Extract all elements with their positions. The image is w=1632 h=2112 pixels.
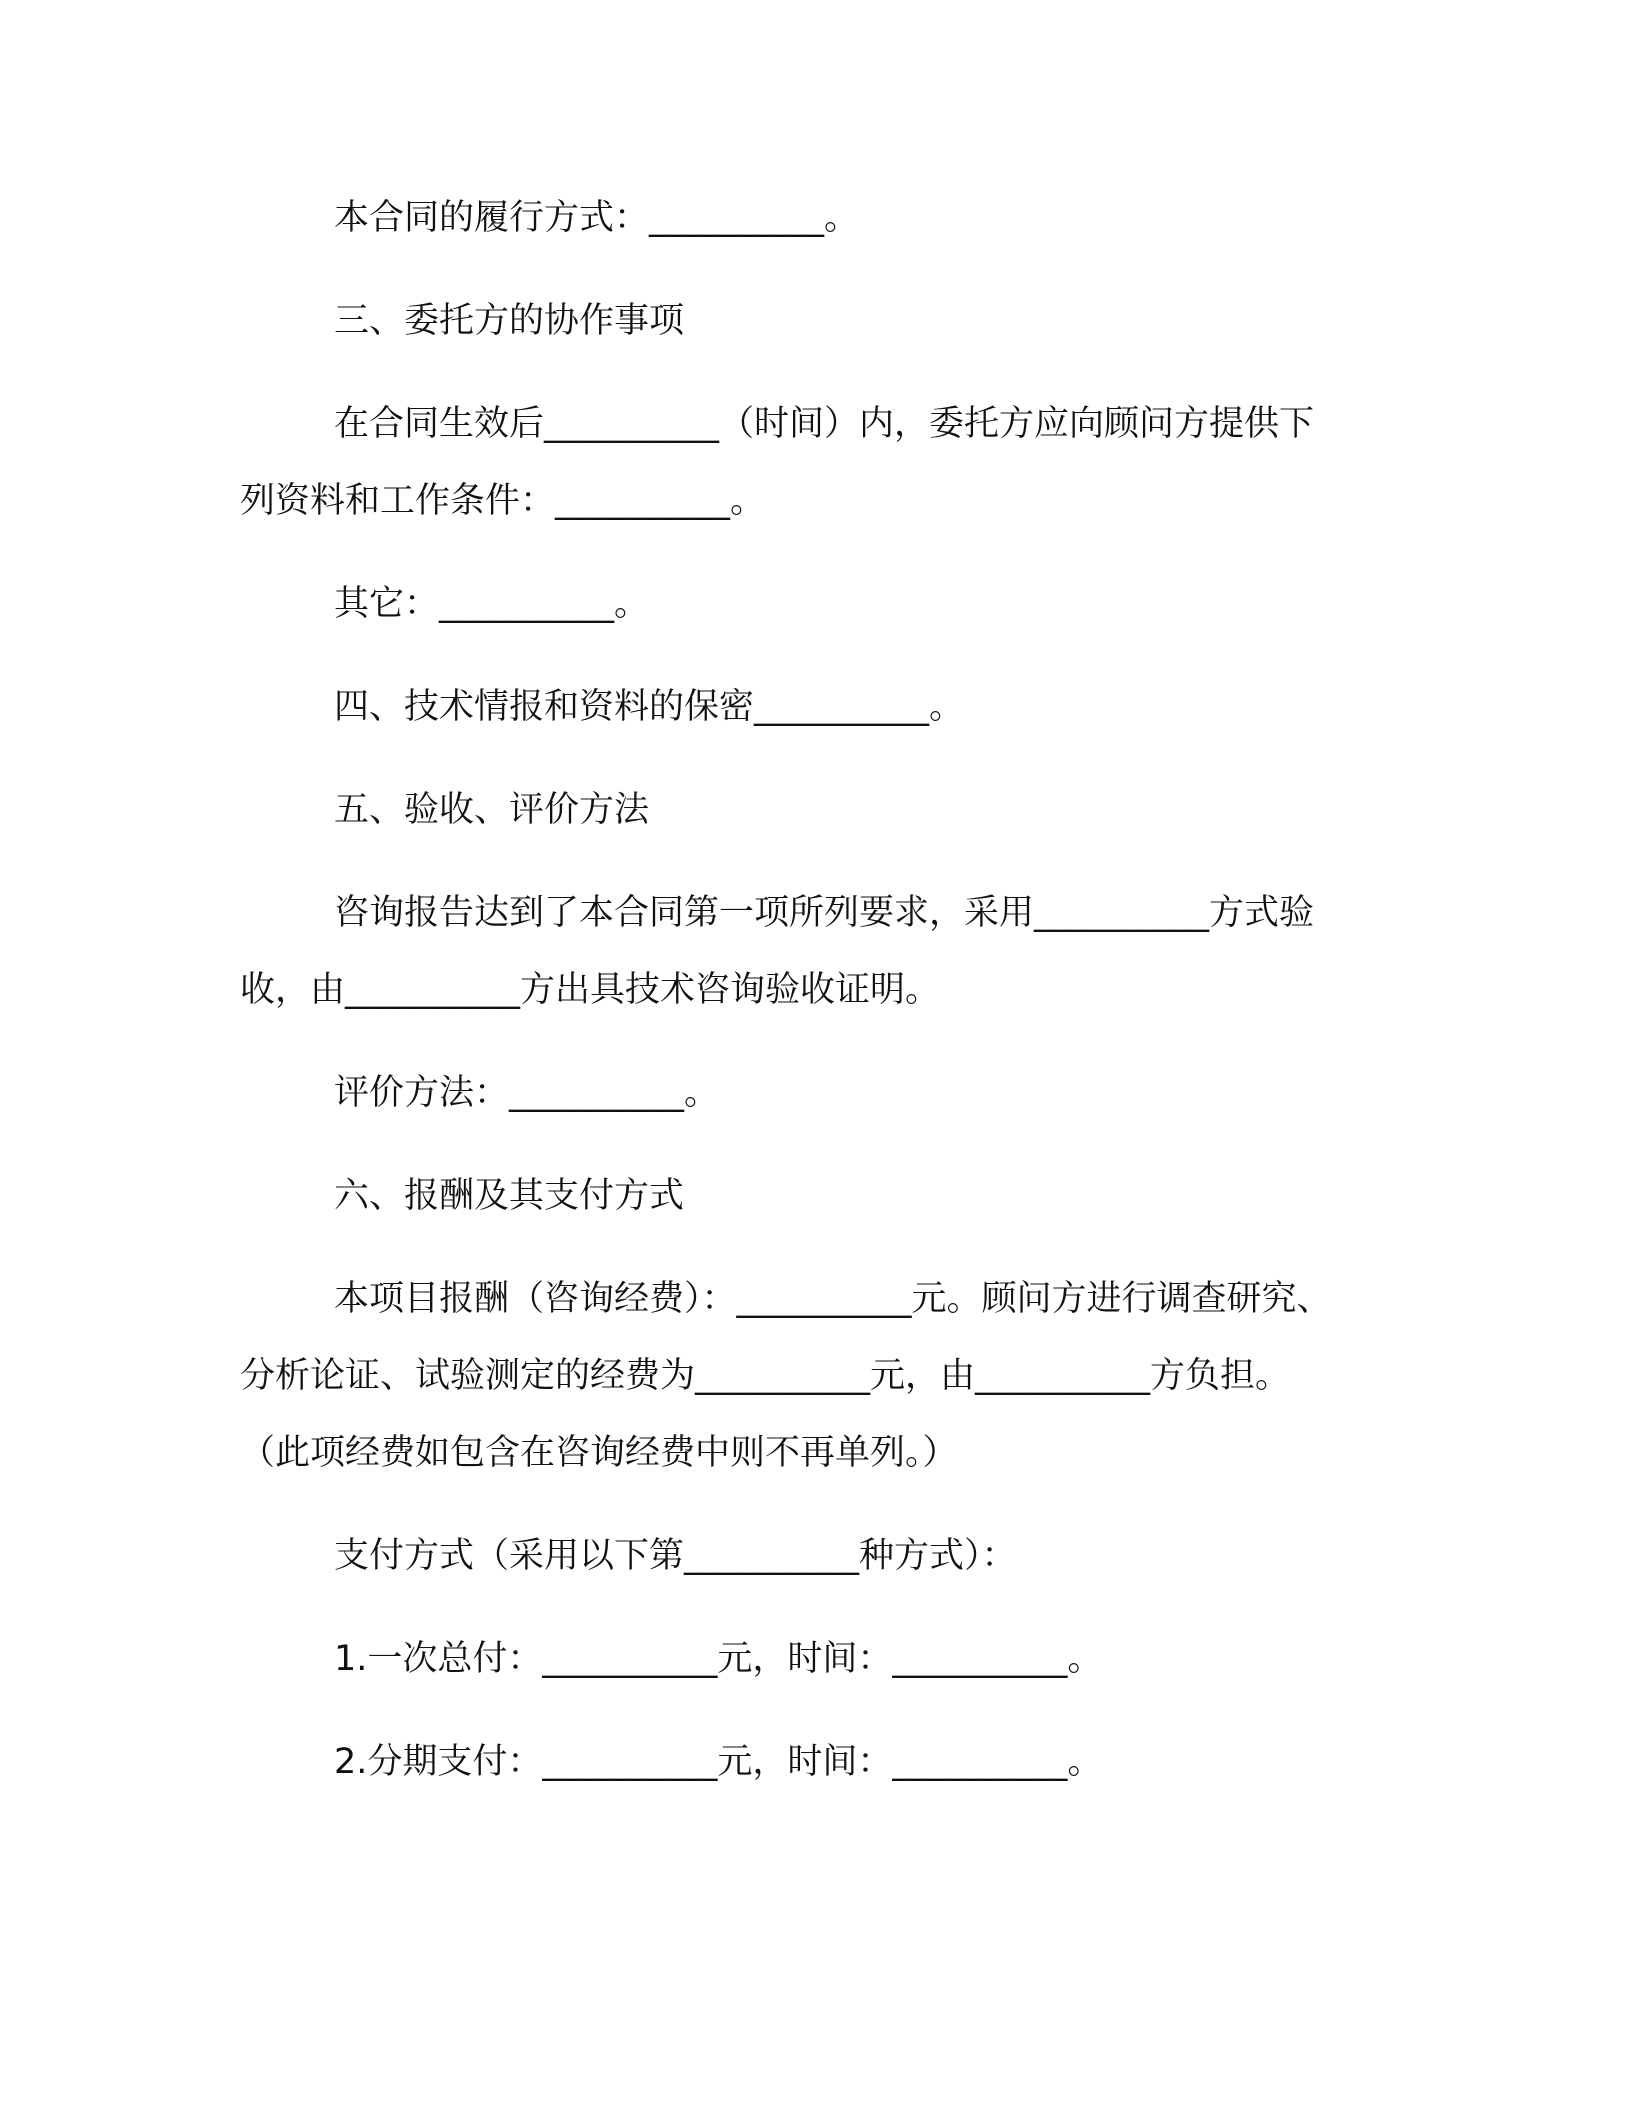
section-5-heading: 五、验收、评价方法 xyxy=(334,790,650,830)
remuneration-paragraph-line-1: 本项目报酬（咨询经费）：__________元。顾问方进行调查研究、 xyxy=(334,1279,1332,1319)
evaluation-method-line: 评价方法：__________。 xyxy=(334,1073,720,1113)
performance-method-line: 本合同的履行方式：__________。 xyxy=(334,198,860,238)
section-6-heading: 六、报酬及其支付方式 xyxy=(334,1176,685,1216)
other-line: 其它：__________。 xyxy=(334,584,650,624)
section-4-heading: 四、技术情报和资料的保密__________。 xyxy=(334,687,965,727)
section-3-heading: 三、委托方的协作事项 xyxy=(334,301,685,341)
payment-method-line: 支付方式（采用以下第__________种方式）： xyxy=(334,1536,1017,1576)
installment-payment-line: 2.分期支付：__________元，时间：__________。 xyxy=(334,1742,1103,1782)
acceptance-paragraph-line-2: 收，由__________方出具技术咨询验收证明。 xyxy=(240,970,941,1010)
section-3-paragraph-line-1: 在合同生效后__________（时间）内，委托方应向顾问方提供下 xyxy=(334,404,1315,444)
acceptance-paragraph-line-1: 咨询报告达到了本合同第一项所列要求，采用__________方式验 xyxy=(334,893,1315,933)
section-3-paragraph-line-2: 列资料和工作条件：__________。 xyxy=(240,481,766,521)
lump-sum-payment-line: 1.一次总付：__________元，时间：__________。 xyxy=(334,1639,1103,1679)
remuneration-paragraph-line-2: 分析论证、试验测定的经费为__________元，由__________方负担。 xyxy=(240,1356,1291,1396)
remuneration-paragraph-line-3: （此项经费如包含在咨询经费中则不再单列。） xyxy=(240,1433,958,1473)
